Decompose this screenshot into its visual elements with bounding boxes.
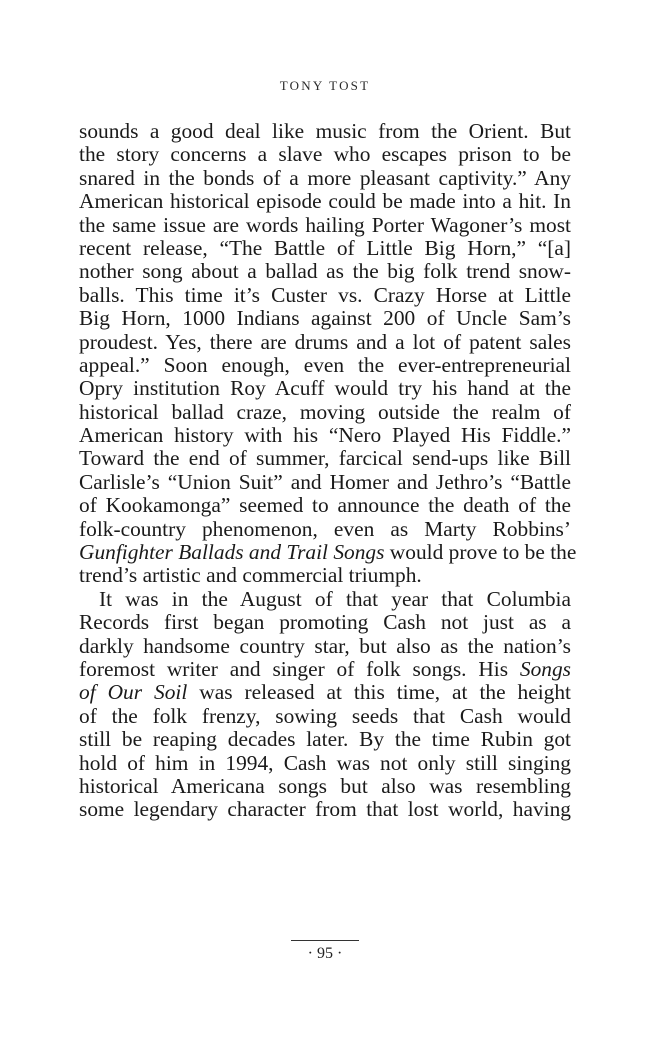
paragraph-end-line: trend’s artistic and commercial triumph. [79, 563, 422, 588]
text-line: Records first began promoting Cash not just as a [79, 610, 571, 635]
text-line: recent release, “The Battle of Little Big Horn,” “[a] [79, 235, 571, 260]
text-line: of the folk frenzy, sowing seeds that Cash would [79, 703, 571, 728]
page-number: · 95 · [307, 945, 343, 962]
text-line: still be reaping decades later. By the time Rubin got [79, 727, 571, 752]
folio-rule [291, 940, 359, 941]
text-line: some legendary character from that lost world, having [79, 797, 571, 822]
text-line: historical ballad craze, moving outside the realm of [79, 399, 571, 424]
text-line: sounds a good deal like music from the Orient. But [79, 119, 571, 143]
paragraph-start-line: It was in the August of that year that Columbia [99, 586, 571, 611]
text-fragment: would prove to be the [384, 540, 577, 565]
text-line: Toward the end of summer, farcical send-ups like Bill [79, 446, 571, 471]
text-line: the story concerns a slave who escapes prison to be [79, 142, 571, 167]
text-line: American history with his “Nero Played His Fiddle.” [79, 423, 571, 448]
running-head: TONY TOST [279, 78, 371, 93]
text-line: darkly handsome country star, but also as the nation’s [79, 633, 571, 658]
text-line: proudest. Yes, there are drums and a lot of patent sales [79, 329, 571, 354]
text-fragment: foremost writer and singer of folk songs. His [79, 656, 520, 681]
text-line [79, 540, 577, 565]
text-line: folk-country phenomenon, even as Marty Robbins’ [79, 516, 571, 541]
text-line: snared in the bonds of a more pleasant captivity.” Any [79, 165, 571, 190]
text-line: the same issue are words hailing Porter Wagoner’s most [79, 212, 571, 237]
text-fragment: was released at this time, at the height [187, 680, 572, 705]
album-title-songs-of-our-soil-cont: of Our Soil [79, 680, 188, 705]
text-line: appeal.” Soon enough, even the ever-entrepreneurial [79, 352, 571, 377]
text-line [79, 658, 571, 681]
text-line [79, 681, 571, 704]
album-title-gunfighter-ballads: Gunfighter Ballads and Trail Songs [79, 540, 385, 565]
text-line: balls. This time it’s Custer vs. Crazy Horse at Little [79, 282, 571, 307]
text-line: Carlisle’s “Union Suit” and Homer and Jethro’s “Battle [79, 469, 571, 494]
body-text [79, 119, 577, 822]
text-line: hold of him in 1994, Cash was not only still singing [79, 750, 571, 775]
text-line: American historical episode could be made into a hit. In [79, 189, 571, 214]
text-line: Opry institution Roy Acuff would try his hand at the [79, 376, 571, 401]
text-line: historical Americana songs but also was resembling [79, 773, 571, 798]
text-line: nother song about a ballad as the big folk trend snow- [79, 259, 571, 284]
text-line: of Kookamonga” seemed to announce the death of the [79, 493, 571, 518]
text-line: Big Horn, 1000 Indians against 200 of Uncle Sam’s [79, 306, 571, 331]
album-title-songs-of-our-soil: Songs [519, 656, 571, 681]
